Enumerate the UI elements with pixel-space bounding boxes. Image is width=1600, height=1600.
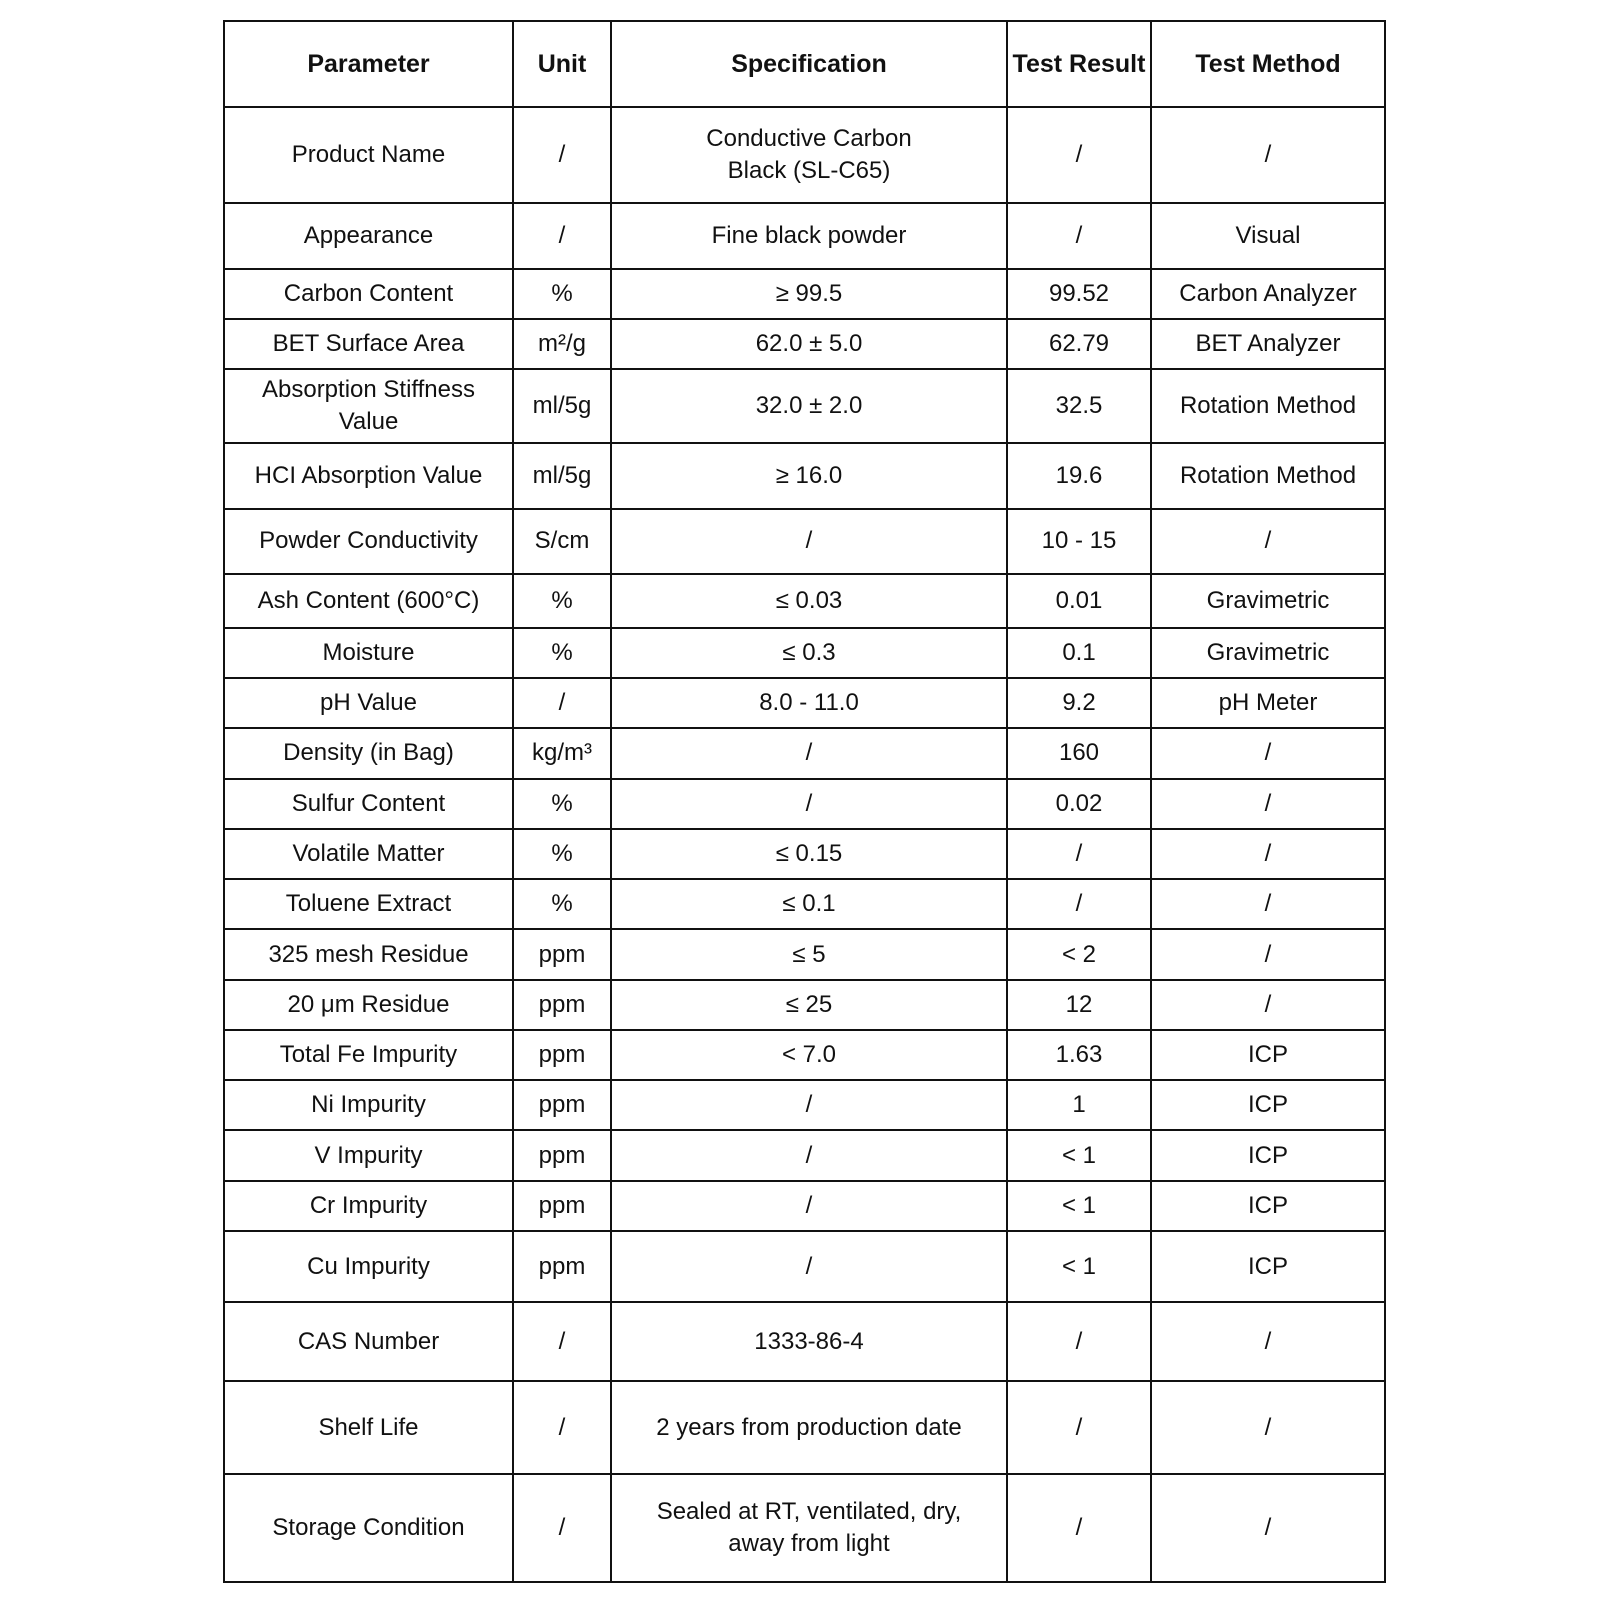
table-row xyxy=(224,369,1385,442)
cell-unit: % xyxy=(513,269,611,319)
table-row xyxy=(224,107,1385,203)
cell-specification: / xyxy=(611,1181,1007,1231)
cell-unit: / xyxy=(513,678,611,728)
cell-test-method: BET Analyzer xyxy=(1151,319,1385,369)
table-row xyxy=(224,678,1385,728)
cell-test-method: Gravimetric xyxy=(1151,574,1385,628)
cell-test-result: < 1 xyxy=(1007,1231,1151,1302)
cell-specification: 8.0 - 11.0 xyxy=(611,678,1007,728)
table-row xyxy=(224,728,1385,778)
cell-test-method: ICP xyxy=(1151,1030,1385,1080)
cell-test-method: / xyxy=(1151,1381,1385,1475)
cell-specification: ≤ 0.15 xyxy=(611,829,1007,879)
table-row xyxy=(224,1030,1385,1080)
cell-line: Absorption Stiffness xyxy=(261,376,475,404)
cell-unit: ppm xyxy=(513,1080,611,1130)
cell-test-method: / xyxy=(1151,107,1385,203)
table-row xyxy=(224,269,1385,319)
table-row xyxy=(224,1381,1385,1475)
cell-test-method: ICP xyxy=(1151,1080,1385,1130)
cell-specification xyxy=(611,107,1007,203)
cell-parameter: pH Value xyxy=(224,678,513,728)
cell-parameter: Moisture xyxy=(224,628,513,678)
cell-test-method: / xyxy=(1151,1474,1385,1582)
cell-parameter: Cu Impurity xyxy=(224,1231,513,1302)
header-specification: Specification xyxy=(611,21,1007,107)
cell-unit: ppm xyxy=(513,1130,611,1180)
table-row xyxy=(224,574,1385,628)
cell-parameter: Toluene Extract xyxy=(224,879,513,929)
cell-test-method: ICP xyxy=(1151,1181,1385,1231)
table-row xyxy=(224,879,1385,929)
cell-test-result: / xyxy=(1007,107,1151,203)
cell-unit: % xyxy=(513,829,611,879)
cell-test-result: 0.02 xyxy=(1007,779,1151,829)
cell-test-result: / xyxy=(1007,879,1151,929)
cell-test-result: / xyxy=(1007,1474,1151,1582)
cell-unit: ml/5g xyxy=(513,369,611,442)
cell-test-method: ICP xyxy=(1151,1130,1385,1180)
cell-test-result: / xyxy=(1007,1302,1151,1380)
cell-unit: m²/g xyxy=(513,319,611,369)
cell-test-result: < 2 xyxy=(1007,929,1151,979)
cell-parameter: Total Fe Impurity xyxy=(224,1030,513,1080)
cell-test-result: 19.6 xyxy=(1007,443,1151,509)
table-row xyxy=(224,980,1385,1030)
header-test-result: Test Result xyxy=(1007,21,1151,107)
header-test-method: Test Method xyxy=(1151,21,1385,107)
cell-test-method: Rotation Method xyxy=(1151,369,1385,442)
cell-specification: / xyxy=(611,1231,1007,1302)
cell-specification: / xyxy=(611,509,1007,573)
cell-specification: 62.0 ± 5.0 xyxy=(611,319,1007,369)
table-row xyxy=(224,1231,1385,1302)
cell-unit: ppm xyxy=(513,1231,611,1302)
cell-parameter: Shelf Life xyxy=(224,1381,513,1475)
table-row xyxy=(224,1130,1385,1180)
cell-test-result: < 1 xyxy=(1007,1181,1151,1231)
table-row xyxy=(224,443,1385,509)
cell-test-method: ICP xyxy=(1151,1231,1385,1302)
cell-test-method: / xyxy=(1151,879,1385,929)
cell-specification: < 7.0 xyxy=(611,1030,1007,1080)
cell-test-result: / xyxy=(1007,1381,1151,1475)
table-row xyxy=(224,1181,1385,1231)
cell-parameter: Carbon Content xyxy=(224,269,513,319)
header-unit: Unit xyxy=(513,21,611,107)
cell-specification: / xyxy=(611,728,1007,778)
cell-parameter: 325 mesh Residue xyxy=(224,929,513,979)
cell-unit: % xyxy=(513,628,611,678)
table-row xyxy=(224,1080,1385,1130)
cell-unit: / xyxy=(513,1302,611,1380)
cell-parameter: 20 μm Residue xyxy=(224,980,513,1030)
cell-parameter: Sulfur Content xyxy=(224,779,513,829)
cell-specification: ≥ 16.0 xyxy=(611,443,1007,509)
cell-test-method: Visual xyxy=(1151,203,1385,269)
cell-test-method: / xyxy=(1151,829,1385,879)
cell-test-method: / xyxy=(1151,509,1385,573)
cell-parameter: V Impurity xyxy=(224,1130,513,1180)
cell-unit: ppm xyxy=(513,1181,611,1231)
cell-specification: ≥ 99.5 xyxy=(611,269,1007,319)
cell-parameter: Cr Impurity xyxy=(224,1181,513,1231)
cell-test-result: / xyxy=(1007,829,1151,879)
cell-unit: / xyxy=(513,1381,611,1475)
table-row xyxy=(224,1474,1385,1582)
cell-test-method: / xyxy=(1151,1302,1385,1380)
cell-line: Value xyxy=(338,408,399,436)
cell-unit: / xyxy=(513,107,611,203)
cell-unit: kg/m³ xyxy=(513,728,611,778)
cell-specification: ≤ 0.1 xyxy=(611,879,1007,929)
table-header-row xyxy=(224,21,1385,107)
cell-parameter: Product Name xyxy=(224,107,513,203)
cell-specification xyxy=(611,1474,1007,1582)
cell-unit: ppm xyxy=(513,929,611,979)
cell-test-result: 1 xyxy=(1007,1080,1151,1130)
cell-specification: Fine black powder xyxy=(611,203,1007,269)
cell-parameter: Storage Condition xyxy=(224,1474,513,1582)
cell-specification: 32.0 ± 2.0 xyxy=(611,369,1007,442)
cell-test-result: 99.52 xyxy=(1007,269,1151,319)
cell-test-result: 160 xyxy=(1007,728,1151,778)
cell-specification: ≤ 0.03 xyxy=(611,574,1007,628)
cell-parameter: CAS Number xyxy=(224,1302,513,1380)
cell-test-method: / xyxy=(1151,980,1385,1030)
cell-line: Conductive Carbon xyxy=(706,124,912,152)
table-row xyxy=(224,1302,1385,1380)
table-row xyxy=(224,929,1385,979)
specification-table xyxy=(223,20,1386,1583)
table-row xyxy=(224,628,1385,678)
table-row xyxy=(224,203,1385,269)
cell-parameter: Volatile Matter xyxy=(224,829,513,879)
cell-unit: ml/5g xyxy=(513,443,611,509)
table-body xyxy=(224,107,1385,1582)
cell-parameter: Ni Impurity xyxy=(224,1080,513,1130)
cell-parameter: Powder Conductivity xyxy=(224,509,513,573)
cell-test-method: / xyxy=(1151,728,1385,778)
cell-unit: / xyxy=(513,203,611,269)
cell-specification: ≤ 25 xyxy=(611,980,1007,1030)
cell-line: Sealed at RT, ventilated, dry, xyxy=(656,1498,962,1526)
cell-unit: ppm xyxy=(513,1030,611,1080)
cell-parameter: Appearance xyxy=(224,203,513,269)
cell-parameter: BET Surface Area xyxy=(224,319,513,369)
cell-specification: 2 years from production date xyxy=(611,1381,1007,1475)
cell-specification: / xyxy=(611,1130,1007,1180)
cell-unit: S/cm xyxy=(513,509,611,573)
cell-unit: % xyxy=(513,574,611,628)
cell-unit: / xyxy=(513,1474,611,1582)
header-parameter: Parameter xyxy=(224,21,513,107)
cell-test-method: / xyxy=(1151,779,1385,829)
cell-test-result: 12 xyxy=(1007,980,1151,1030)
cell-parameter: Density (in Bag) xyxy=(224,728,513,778)
cell-test-result: 32.5 xyxy=(1007,369,1151,442)
cell-test-method: pH Meter xyxy=(1151,678,1385,728)
cell-parameter xyxy=(224,369,513,442)
cell-test-result: 0.1 xyxy=(1007,628,1151,678)
cell-test-result: 62.79 xyxy=(1007,319,1151,369)
cell-test-result: 1.63 xyxy=(1007,1030,1151,1080)
cell-line: away from light xyxy=(728,1530,890,1558)
cell-unit: ppm xyxy=(513,980,611,1030)
cell-specification: ≤ 5 xyxy=(611,929,1007,979)
cell-parameter: HCI Absorption Value xyxy=(224,443,513,509)
table-row xyxy=(224,779,1385,829)
table-row xyxy=(224,829,1385,879)
cell-test-result: 10 - 15 xyxy=(1007,509,1151,573)
cell-test-method: Carbon Analyzer xyxy=(1151,269,1385,319)
cell-test-result: 0.01 xyxy=(1007,574,1151,628)
table-row xyxy=(224,509,1385,573)
cell-test-result: 9.2 xyxy=(1007,678,1151,728)
cell-test-method: / xyxy=(1151,929,1385,979)
cell-test-result: / xyxy=(1007,203,1151,269)
cell-unit: % xyxy=(513,879,611,929)
cell-test-result: < 1 xyxy=(1007,1130,1151,1180)
cell-line: Black (SL-C65) xyxy=(727,156,891,184)
cell-specification: / xyxy=(611,779,1007,829)
cell-test-method: Rotation Method xyxy=(1151,443,1385,509)
cell-test-method: Gravimetric xyxy=(1151,628,1385,678)
cell-parameter: Ash Content (600°C) xyxy=(224,574,513,628)
cell-unit: % xyxy=(513,779,611,829)
cell-specification: 1333-86-4 xyxy=(611,1302,1007,1380)
cell-specification: / xyxy=(611,1080,1007,1130)
table-row xyxy=(224,319,1385,369)
cell-specification: ≤ 0.3 xyxy=(611,628,1007,678)
